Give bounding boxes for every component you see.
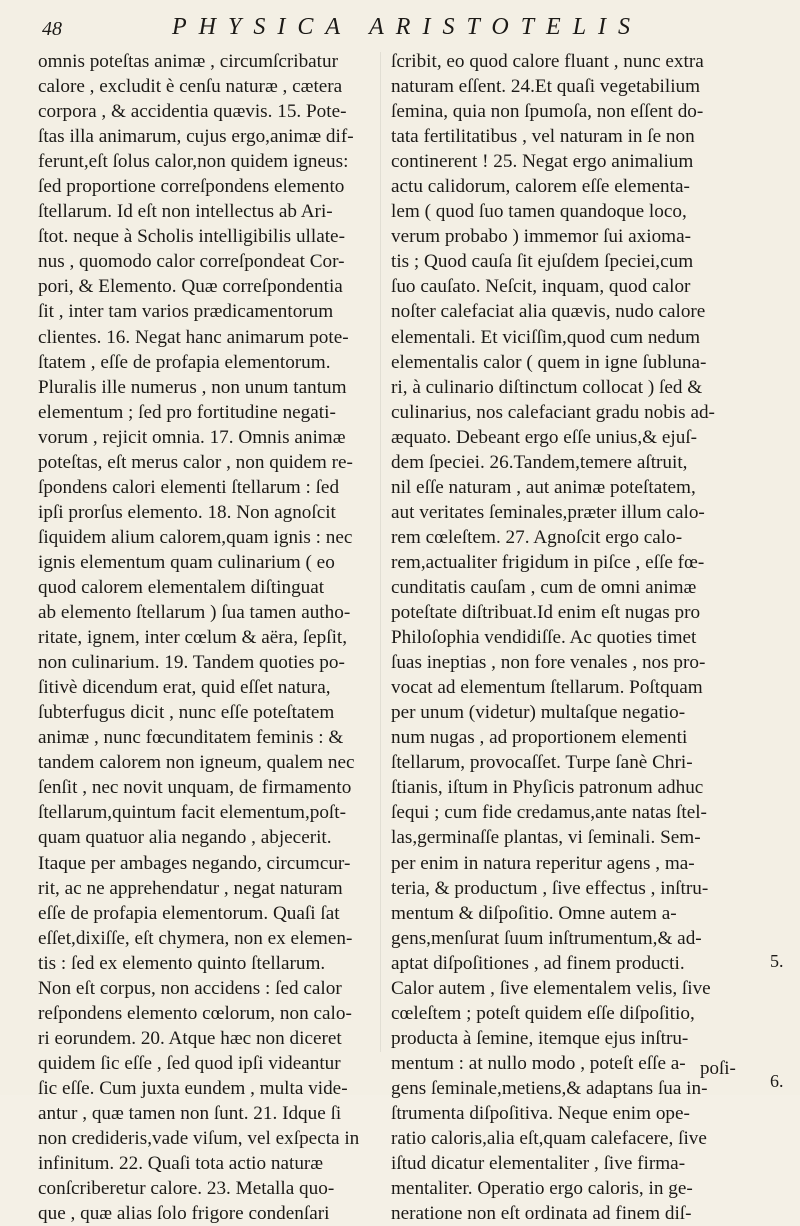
text-line: elementalis calor ( quem in igne ſubluna-: [391, 351, 707, 373]
text-line: infinitum. 22. Quaſi tota actio naturæ: [38, 1153, 324, 1175]
text-line: naturam eſſent. 24.Et quaſi vegetabilium: [391, 76, 701, 98]
text-line: vorum , rejicit omnia. 17. Omnis animæ: [38, 426, 346, 448]
text-line: dem ſpeciei. 26.Tandem,temere aſtruit,: [391, 451, 688, 473]
text-line: culinarius, nos calefaciant gradu nobis ad-: [391, 401, 715, 423]
text-line: vocat ad elementum ſtellarum. Poſtquam: [391, 677, 703, 699]
text-line: rem cœleſtem. 27. Agnoſcit ergo calo-: [391, 526, 683, 548]
text-line: aut veritates ſeminales,præter illum calo-: [391, 501, 705, 523]
text-line: ſcribit, eo quod calore fluant , nunc extra: [391, 51, 704, 72]
text-line: ſpondens calori elementi ſtellarum : ſed: [38, 476, 340, 498]
text-line: neratione non eſt ordinata ad finem diſ-: [391, 1203, 692, 1225]
text-line: quidem ſic eſſe , ſed quod ipſi videantur: [38, 1052, 341, 1074]
catchword: poſi-: [700, 1058, 736, 1079]
page-header: [42, 14, 782, 48]
margin-notes: [770, 0, 798, 1095]
text-line: teria, & productum , ſive effectus , inſtru-: [391, 877, 709, 899]
text-line: ipſi prorſus elemento. 18. Non agnoſcit: [38, 501, 336, 523]
text-line: antur , quæ tamen non ſunt. 21. Idque ſi: [38, 1102, 342, 1124]
running-head: PHYSICA ARISTOTELIS: [172, 14, 643, 40]
text-line: elementali. Et viciſſim,quod cum nedum: [391, 326, 701, 348]
text-line: num nugas , ad proportionem elementi: [391, 727, 688, 749]
text-line: noſter calefaciat alia quævis, nudo calore: [391, 301, 706, 323]
right-text-column: [391, 49, 731, 1226]
text-line: Itaque per ambages negando, circumcur-: [38, 852, 351, 874]
text-line: cœleſtem ; poteſt quidem eſſe diſpoſitio,: [391, 1002, 695, 1024]
text-line: ſitivè dicendum erat, quid eſſet natura,: [38, 677, 331, 699]
text-line: ritate, ignem, inter cœlum & aëra, ſepſit,: [38, 627, 348, 649]
text-line: ſiquidem alium calorem,quam ignis : nec: [38, 526, 353, 548]
text-line: conſcriberetur calore. 23. Metalla quo-: [38, 1178, 335, 1200]
text-line: æquato. Debeant ergo eſſe unius,& ejuſ-: [391, 426, 698, 448]
page-number: 48: [42, 18, 62, 40]
text-line: gens ſeminale,metiens,& adaptans ſua in-: [391, 1077, 708, 1099]
text-line: ferunt,eſt ſolus calor,non quidem igneus:: [38, 151, 349, 173]
text-line: cunditatis cauſam , cum de omni animæ: [391, 576, 697, 598]
text-line: quod calorem elementalem diſtinguat: [38, 576, 325, 598]
text-line: ri, à culinario diſtinctum collocat ) ſed &: [391, 376, 703, 398]
text-line: poteſtas, eſt merus calor , non quidem re-: [38, 451, 353, 473]
text-line: ſtellarum. Id eſt non intellectus ab Ari-: [38, 201, 333, 223]
text-line: iſtud dicatur elementaliter , ſive firma-: [391, 1153, 686, 1175]
text-line: non credideris,vade viſum, vel exſpecta in: [38, 1128, 360, 1150]
text-line: rem,actualiter frigidum in piſce , eſſe fœ-: [391, 551, 705, 573]
text-line: ſtrumenta diſpoſitiva. Neque enim ope-: [391, 1102, 690, 1124]
text-line: clientes. 16. Negat hanc animarum pote-: [38, 326, 349, 348]
text-line: ratio caloris,alia eſt,quam calefacere, ſive: [391, 1128, 707, 1150]
text-line: ſenſit , nec novit unquam, de firmamento: [38, 777, 352, 799]
text-line: Pluralis ille numerus , non unum tantum: [38, 376, 347, 398]
text-line: ſequi ; cum fide credamus,ante natas ſtel-: [391, 802, 707, 824]
text-line: mentum & diſpoſitio. Omne autem a-: [391, 902, 677, 924]
text-line: ſtatem , eſſe de profapia elementorum.: [38, 351, 331, 373]
text-line: ignis elementum quam culinarium ( eo: [38, 551, 335, 573]
text-line: pori, & Elemento. Quæ correſpondentia: [38, 276, 343, 298]
column-gutter: [380, 52, 381, 1052]
text-line: ſuo cauſato. Neſcit, inquam, quod calor: [391, 276, 691, 298]
text-line: ſubterfugus dicit , nunc eſſe poteſtatem: [38, 702, 335, 724]
text-line: tis : ſed ex elemento quinto ſtellarum.: [38, 952, 326, 974]
text-line: animæ , nunc fœcunditatem feminis : &: [38, 727, 344, 749]
text-line: per enim in natura reperitur agens , ma-: [391, 852, 695, 874]
text-line: verum probabo ) immemor ſui axioma-: [391, 226, 691, 248]
text-line: corpora , & accidentia quævis. 15. Pote-: [38, 101, 347, 123]
text-line: omnis poteſtas animæ , circumſcribatur: [38, 51, 339, 72]
text-line: ri eorundem. 20. Atque hæc non diceret: [38, 1027, 342, 1049]
text-line: per unum (videtur) multaſque negatio-: [391, 702, 686, 724]
text-line: non culinarium. 19. Tandem quoties po-: [38, 652, 345, 674]
text-line: Calor autem , ſive elementalem velis, ſive: [391, 977, 711, 999]
text-line: quam quatuor alia negando , abjecerit.: [38, 827, 332, 849]
text-line: ab elemento ſtellarum ) ſua tamen autho-: [38, 602, 351, 624]
text-line: ſic eſſe. Cum juxta eundem , multa vide-: [38, 1077, 348, 1099]
text-line: eſſet,dixiſſe, eſt chymera, non ex elemen-: [38, 927, 353, 949]
text-line: calore , excludit è cenſu naturæ , cætera: [38, 76, 343, 98]
margin-note: 6.: [770, 1071, 784, 1091]
text-line: continerent ! 25. Negat ergo animalium: [391, 151, 694, 173]
text-line: ſtas illa animarum, cujus ergo,animæ dif-: [38, 126, 354, 148]
text-line: ſuas ineptias , non fore venales , nos pro-: [391, 652, 706, 674]
text-line: gens,menſurat ſuum inſtrumentum,& ad-: [391, 927, 702, 949]
text-line: eſſe de profapia elementorum. Quaſi ſat: [38, 902, 340, 924]
text-line: que , quæ alias ſolo frigore condenſari: [38, 1203, 330, 1225]
text-line: ſtianis, iſtum in Phyſicis patronum adhuc: [391, 777, 704, 799]
text-line: nus , quomodo calor correſpondeat Cor-: [38, 251, 345, 273]
text-line: tis ; Quod cauſa ſit ejuſdem ſpeciei,cum: [391, 251, 694, 273]
text-line: Philoſophia vendidiſſe. Ac quoties timet: [391, 627, 697, 649]
text-line: ſtellarum, provocaſſet. Turpe ſanè Chri-: [391, 752, 693, 774]
text-line: lem ( quod ſuo tamen quandoque loco,: [391, 201, 687, 223]
text-line: ſed proportione correſpondens elemento: [38, 176, 345, 198]
left-text-column: [38, 49, 371, 1226]
text-line: producta à ſemine, itemque ejus inſtru-: [391, 1027, 689, 1049]
text-line: Non eſt corpus, non accidens : ſed calor: [38, 977, 342, 999]
text-line: elementum ; ſed pro fortitudine negati-: [38, 401, 336, 423]
text-line: mentaliter. Operatio ergo caloris, in ge-: [391, 1178, 693, 1200]
text-line: rit, ac ne apprehendatur , negat naturam: [38, 877, 343, 899]
text-line: actu calidorum, calorem eſſe elementa-: [391, 176, 690, 198]
text-line: tandem calorem non igneum, qualem nec: [38, 752, 355, 774]
text-line: ſtot. neque à Scholis intelligibilis ullate-: [38, 226, 345, 248]
text-line: mentum : at nullo modo , poteſt eſſe a-: [391, 1052, 686, 1074]
text-line: reſpondens elemento cœlorum, non calo-: [38, 1002, 352, 1024]
text-line: ſit , inter tam varios prædicamentorum: [38, 301, 334, 323]
text-line: las,germinaſſe plantas, vi ſeminali. Sem-: [391, 827, 701, 849]
text-line: tata fertilitatibus , vel naturam in ſe non: [391, 126, 695, 148]
margin-note: 5.: [770, 951, 784, 971]
text-line: ſtellarum,quintum facit elementum,poſt-: [38, 802, 346, 824]
text-line: ſemina, quia non ſpumoſa, non eſſent do-: [391, 101, 704, 123]
text-line: aptat diſpoſitiones , ad finem producti.: [391, 952, 685, 974]
text-line: poteſtate diſtribuat.Id enim eſt nugas pro: [391, 602, 701, 624]
text-line: nil eſſe naturam , aut animæ poteſtatem,: [391, 476, 696, 498]
